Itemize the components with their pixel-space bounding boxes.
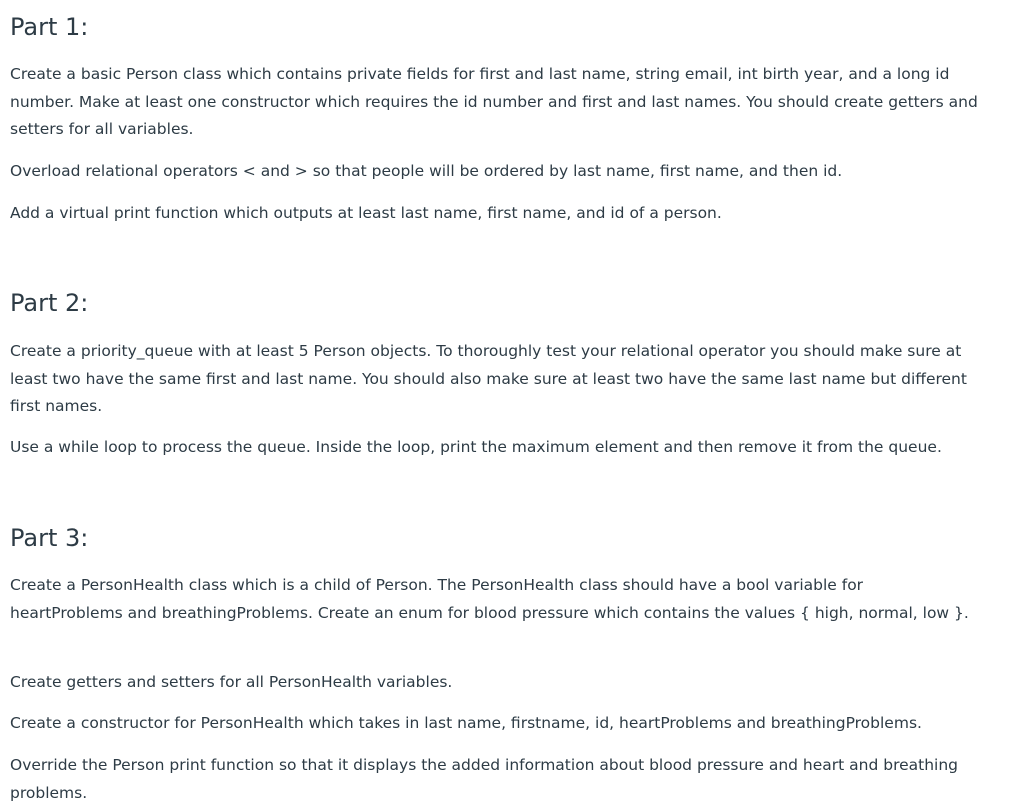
part-2-heading: Part 2: <box>10 289 89 317</box>
part-2-paragraph-1: Create a priority_queue with at least 5 Person objects. To thoroughly test your relational operator you should make sure at least two have the same first and last name. You should also make sure at least two have the same last name but different first names. <box>10 342 967 415</box>
part-3-paragraph-2: Create getters and setters for all PersonHealth variables. <box>10 673 453 691</box>
part-1-paragraph-1: Create a basic Person class which contains private fields for first and last name, string email, int birth year, and a long id number. Make at least one constructor which requires the id number and first and last names. You should create getters and setters for all variables. <box>10 65 978 138</box>
part-3-paragraph-3: Create a constructor for PersonHealth which takes in last name, firstname, id, heartProblems and breathingProblems. <box>10 714 922 732</box>
part-3-heading: Part 3: <box>10 524 89 552</box>
part-3-paragraph-4: Override the Person print function so that it displays the added information about blood pressure and heart and breathing problems. <box>10 756 959 802</box>
part-2-paragraph-2: Use a while loop to process the queue. Inside the loop, print the maximum element and then remove it from the queue. <box>10 438 942 456</box>
part-1-paragraph-3: Add a virtual print function which outputs at least last name, first name, and id of a person. <box>10 204 722 222</box>
part-1-heading: Part 1: <box>10 13 89 41</box>
part-3-paragraph-1: Create a PersonHealth class which is a child of Person. The PersonHealth class should have a bool variable for heartProblems and breathingProblems. Create an enum for blood pressure which contains the values { high, normal, low }. <box>10 576 969 622</box>
part-1-paragraph-2: Overload relational operators < and > so that people will be ordered by last name, first name, and then id. <box>10 162 843 180</box>
